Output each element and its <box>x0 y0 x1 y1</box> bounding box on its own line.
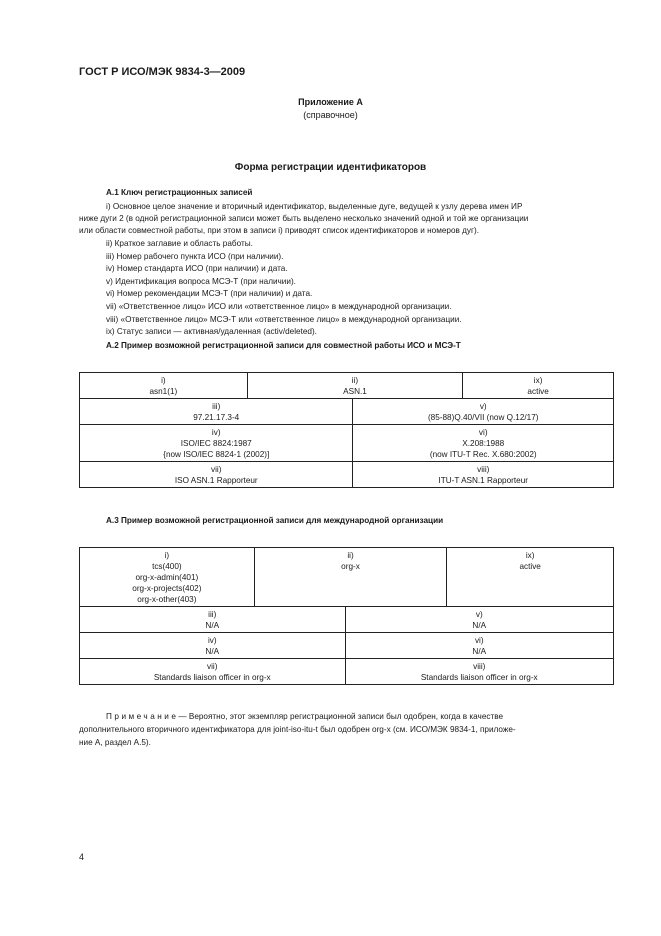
table-cell: vi) X.208:1988 (now ITU-T Rec. X.680:2002) <box>353 425 614 462</box>
table-cell: iv) ISO/IEC 8824:1987 {now ISO/IEC 8824-1 (2002)] <box>80 425 353 462</box>
section-a1-paragraph <box>79 201 613 238</box>
paragraph-line: i) Основное целое значение и вторичный идентификатор, выделенные дуге, ведущей к узлу дерева имен ИР <box>106 202 523 211</box>
document-code: ГОСТ Р ИСО/МЭК 9834-3—2009 <box>79 66 246 78</box>
section-a2-heading: А.2 Пример возможной регистрационной записи для совместной работы ИСО и МСЭ-Т <box>106 341 461 350</box>
table-cell: v) N/A <box>345 607 613 633</box>
main-title: Форма регистрации идентификаторов <box>234 162 427 173</box>
table-row <box>80 633 614 659</box>
table-row <box>80 607 614 633</box>
paragraph-line: или области совместной работы, при этом в записи i) приводят список идентификаторов и номеров дуг). <box>79 226 480 236</box>
list-item: vi) Номер рекомендации МСЭ-Т (при наличии) и дата. <box>106 289 313 298</box>
note <box>79 710 613 749</box>
table-row <box>80 659 614 685</box>
note-line: ние А, раздел А.5). <box>79 738 151 747</box>
table-cell: vii) ISO ASN.1 Rapporteur <box>80 462 353 488</box>
list-item: viii) «Ответственное лицо» МСЭ-Т или «ответственное лицо» в международной организации. <box>106 315 462 324</box>
table-cell: iii) N/A <box>80 607 346 633</box>
table-row <box>80 462 614 488</box>
table-cell: viii) Standards liaison officer in org-x <box>345 659 613 685</box>
section-a1-heading: А.1 Ключ регистрационных записей <box>106 188 253 197</box>
table-cell: viii) ITU-T ASN.1 Rapporteur <box>353 462 614 488</box>
table-row <box>80 399 614 425</box>
table-cell: i) asn1(1) <box>80 373 248 399</box>
list-item: ix) Статус записи — активная/удаленная (activ/deleted). <box>106 327 317 336</box>
list-item: v) Идентификация вопроса МСЭ-Т (при наличии). <box>106 277 296 286</box>
table-cell: v) (85-88)Q.40/VII (now Q.12/17) <box>353 399 614 425</box>
appendix-title: Приложение А <box>298 97 363 107</box>
table-cell: ix) active <box>447 548 614 607</box>
table-cell: vii) Standards liaison officer in org-x <box>80 659 346 685</box>
registration-table-joint <box>79 372 614 488</box>
page-number: 4 <box>79 852 85 862</box>
appendix-subtitle: (справочное) <box>303 110 358 120</box>
note-line: Примечание— Вероятно, этот экземпляр регистрационной записи был одобрен, когда в качестве <box>106 712 504 721</box>
table-row <box>80 373 614 399</box>
note-line: дополнительного вторичного идентификатора для joint-iso-itu-t был одобрен org-x (см. ИСО/МЭК 9834-1, приложе- <box>79 725 516 734</box>
list-item: iii) Номер рабочего пункта ИСО (при наличии). <box>106 252 284 261</box>
table-cell: ii) ASN.1 <box>247 373 463 399</box>
list-item: vii) «Ответственное лицо» ИСО или «ответственное лицо» в международной организации. <box>106 302 452 311</box>
table-cell: i) tcs(400) org-x-admin(401) org-x-projects(402) org-x-other(403) <box>80 548 255 607</box>
paragraph-line: ниже дуги 2 (в одной регистрационной записи может быть выделено несколько значений одной и той же организации <box>79 214 529 224</box>
table-cell: vi) N/A <box>345 633 613 659</box>
table-cell: ix) active <box>463 373 614 399</box>
section-a3-heading: А.3 Пример возможной регистрационной записи для международной организации <box>106 516 444 525</box>
table-cell: ii) org-x <box>254 548 447 607</box>
table-row <box>80 425 614 462</box>
list-item: ii) Краткое заглавие и область работы. <box>106 239 253 248</box>
table-row <box>80 548 614 607</box>
table-cell: iv) N/A <box>80 633 346 659</box>
list-item: iv) Номер стандарта ИСО (при наличии) и дата. <box>106 264 288 273</box>
registration-table-international <box>79 547 614 685</box>
table-cell: iii) 97.21.17.3-4 <box>80 399 353 425</box>
note-label: Примечание <box>106 712 179 721</box>
